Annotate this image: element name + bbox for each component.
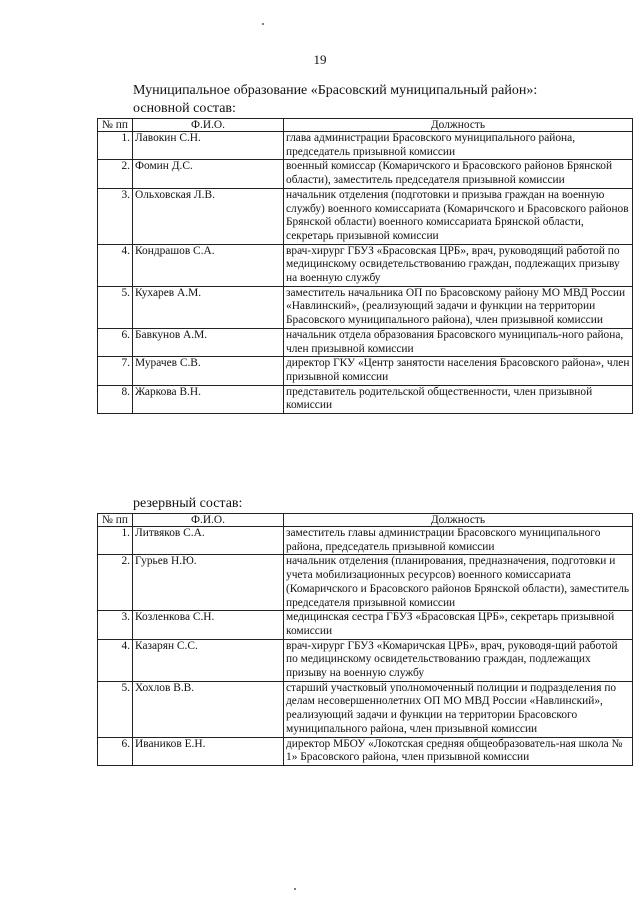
row-number-value: 4 . (121, 245, 130, 257)
table-row (98, 357, 633, 385)
row-number-value: 5 . (121, 287, 130, 299)
reserve-composition-heading: резервный состав: (133, 496, 243, 511)
table-row (98, 385, 633, 413)
table-row (98, 132, 633, 160)
reserve-composition-table (97, 513, 633, 766)
member-position: военный комиссар (Комаричского и Брасовского районов Брянской области), заместитель председателя призывной комиссии (284, 160, 633, 188)
row-number (98, 737, 133, 765)
row-number (98, 188, 133, 244)
header-number: № пп (98, 119, 133, 132)
member-name: Литвяков С.А. (133, 527, 284, 555)
table-row (98, 244, 633, 286)
member-name: Мурачев С.В. (133, 357, 284, 385)
table-row (98, 737, 633, 765)
row-number-value: 7 . (121, 357, 130, 369)
row-number (98, 385, 133, 413)
member-position: начальник отдела образования Брасовского муниципаль-ного района, член призывной комиссии (284, 328, 633, 356)
member-name: Ольховская Л.В. (133, 188, 284, 244)
page-number: 19 (313, 52, 327, 67)
row-number-value: 2 . (121, 160, 130, 172)
row-number (98, 639, 133, 681)
row-number (98, 357, 133, 385)
member-name: Кондрашов С.А. (133, 244, 284, 286)
row-number-value: 6 . (121, 329, 130, 341)
member-name: Фомин Д.С. (133, 160, 284, 188)
member-name: Жаркова В.Н. (133, 385, 284, 413)
row-number (98, 132, 133, 160)
row-number-value: 2 . (121, 555, 130, 567)
row-number-value: 8 . (121, 386, 130, 398)
row-number (98, 611, 133, 639)
table-row (98, 160, 633, 188)
table-header-row (98, 514, 633, 527)
row-number (98, 555, 133, 611)
table-row (98, 188, 633, 244)
member-position: врач-хирург ГБУЗ «Комаричская ЦРБ», врач, руководя-щий работой по медицинскому освидетельствованию граждан, подлежащих призыву на военную службу (284, 639, 633, 681)
member-name: Иваников Е.Н. (133, 737, 284, 765)
member-name: Казарян С.С. (133, 639, 284, 681)
main-composition-heading: основной состав: (133, 101, 236, 116)
row-number-value: 1 . (121, 527, 130, 539)
member-position: директор ГКУ «Центр занятости населения Брасовского района», член призывной комиссии (284, 357, 633, 385)
reserve-composition-rows (98, 527, 633, 766)
table-row (98, 611, 633, 639)
row-number (98, 527, 133, 555)
member-position: представитель родительской общественности, член призывной комиссии (284, 385, 633, 413)
row-number (98, 328, 133, 356)
table-row (98, 328, 633, 356)
municipality-heading: Муниципальное образование «Брасовский муниципальный район»: (133, 83, 538, 98)
header-position: Должность (284, 119, 633, 132)
member-position: начальник отделения (подготовки и призыва граждан на военную службу) военного комиссариата (Комаричского и Брасовского районов Брянской области) военного комиссариата Брянской области, секретарь призывной комиссии (284, 188, 633, 244)
table-row (98, 639, 633, 681)
member-position: заместитель главы администрации Брасовского муниципального района, председатель призывной комиссии (284, 527, 633, 555)
member-position: директор МБОУ «Локотская средняя общеобразователь-ная школа № 1» Брасовского района, член призывной комиссии (284, 737, 633, 765)
row-number-value: 3 . (121, 611, 130, 623)
main-composition-rows (98, 132, 633, 414)
member-name: Хохлов В.В. (133, 681, 284, 737)
header-full-name: Ф.И.О. (133, 119, 284, 132)
row-number (98, 244, 133, 286)
row-number-value: 6 . (121, 738, 130, 750)
member-position: медицинская сестра ГБУЗ «Брасовская ЦРБ», секретарь призывной комиссии (284, 611, 633, 639)
header-position: Должность (284, 514, 633, 527)
row-number-value: 3 . (121, 189, 130, 201)
row-number-value: 1 . (121, 132, 130, 144)
scan-speck (294, 888, 296, 890)
row-number-value: 4 . (121, 640, 130, 652)
table-row (98, 555, 633, 611)
member-name: Козленкова С.Н. (133, 611, 284, 639)
scan-speck (262, 23, 264, 25)
row-number (98, 681, 133, 737)
member-position: заместитель начальника ОП по Брасовскому району МО МВД России «Навлинский», (реализующий задачи и функции на территории Брасовского муниципального района), член призывной комиссии (284, 286, 633, 328)
member-position: старший участковый уполномоченный полиции и подразделения по делам несовершеннолетних ОП МО МВД России «Навлинский», реализующий задачи и функции на территории Брасовского муниципального района, член призывной комиссии (284, 681, 633, 737)
table-header-row (98, 119, 633, 132)
member-name: Лавокин С.Н. (133, 132, 284, 160)
member-name: Бавкунов А.М. (133, 328, 284, 356)
table-row (98, 286, 633, 328)
member-name: Гурьев Н.Ю. (133, 555, 284, 611)
row-number (98, 286, 133, 328)
row-number (98, 160, 133, 188)
member-position: глава администрации Брасовского муниципального района, председатель призывной комиссии (284, 132, 633, 160)
member-position: начальник отделения (планирования, предназначения, подготовки и учета мобилизационных ресурсов) военного комиссариата (Комаричского и Брасовского районов Брянской области), заместитель председателя призывной комиссии (284, 555, 633, 611)
row-number-value: 5 . (121, 682, 130, 694)
main-composition-table (97, 118, 633, 414)
member-position: врач-хирург ГБУЗ «Брасовская ЦРБ», врач, руководящий работой по медицинскому освидетельствованию граждан, подлежащих призыву на военную службу (284, 244, 633, 286)
member-name: Кухарев А.М. (133, 286, 284, 328)
table-row (98, 527, 633, 555)
table-row (98, 681, 633, 737)
header-full-name: Ф.И.О. (133, 514, 284, 527)
header-number: № пп (98, 514, 133, 527)
